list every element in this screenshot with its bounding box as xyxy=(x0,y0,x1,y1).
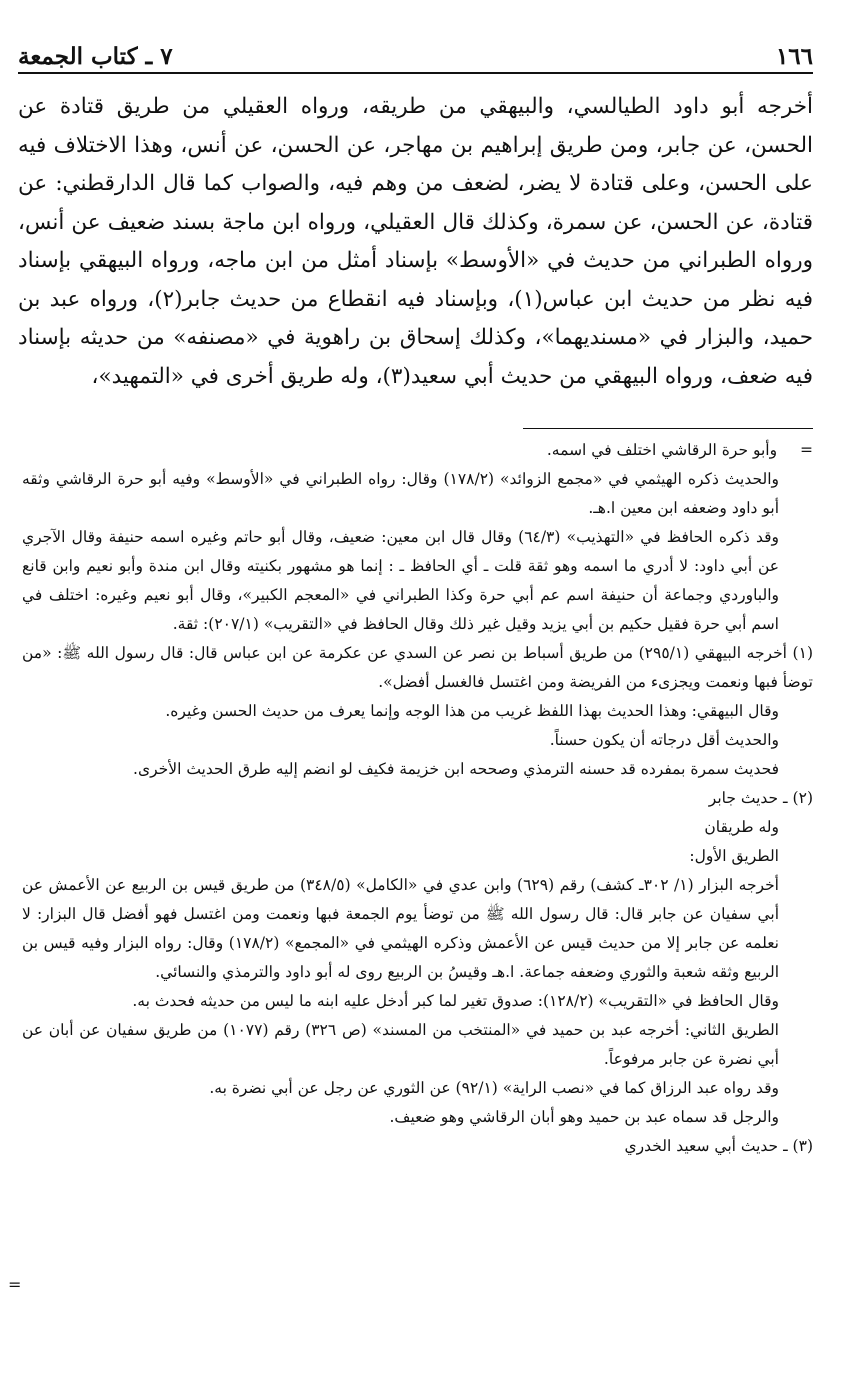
footnote-2 xyxy=(22,784,813,813)
footnote-line: وقد ذكره الحافظ في «التهذيب» (٦٤/٣) وقال قال ابن معين: ضعيف، وقال أبو حاتم وغيره اسمه حنيفة وقال الآجري عن أبي داود: لا أدري ما اسمه وهو ثقة قلت ـ أي الحافظ ـ : إنما هو مشهور بكنيته وقال ابن مندة وأبو نعيم وابن قانع والباوردي وجماعة أن حنيفة اسم عم أبي حرة وكذا الطبراني في «المعجم الكبير»، وقال أبو نعيم وغيره: اختلف في اسم أبي حرة فقيل حكيم بن أبي يزيد وقيل غير ذلك وقال الحافظ في «التقريب» (٢٠٧/١): ثقة. xyxy=(22,528,779,633)
footnote-line: وله طريقان xyxy=(704,818,779,836)
chapter-title: ٧ ـ كتاب الجمعة xyxy=(18,43,173,70)
footnote-line: والحديث ذكره الهيثمي في «مجمع الزوائد» (١٧٨/٢) وقال: رواه الطبراني في «الأوسط» وفيه أبو حرة الرقاشي وثقه أبو داود وضعفه ابن معين ا.هـ. xyxy=(22,470,779,517)
footnote-separator xyxy=(523,428,813,429)
footnote-line: وقد رواه عبد الرزاق كما في «نصب الراية» (٩٢/١) عن الثوري عن رجل عن أبي نضرة به. xyxy=(209,1079,779,1097)
main-text xyxy=(18,88,813,396)
footnote-line: الطريق الأول: xyxy=(689,847,779,865)
footnote-2-marker: (٢) xyxy=(792,789,813,807)
footnote-line: فحديث سمرة بمفرده قد حسنه الترمذي وصححه ابن خزيمة فكيف لو انضم إليه طرق الحديث الأخرى. xyxy=(133,760,779,778)
footnote-line: والحديث أقل درجاته أن يكون حسناً. xyxy=(549,731,779,749)
footnote-3 xyxy=(22,1132,813,1161)
footnote-line: أخرجه البزار (١/ ٣٠٢ـ كشف) رقم (٦٢٩) وابن عدي في «الكامل» (٣٤٨/٥) من طريق قيس بن الربيع عن الأعمش عن أبي سفيان عن جابر قال: قال رسول الله ﷺ من توضأ يوم الجمعة فبها ونعمت ومن اغتسل فهو أفضل قال البزار: لا نعلمه عن جابر إلا من حديث قيس عن الأعمش وذكره الهيثمي في «المجمع» (١٧٨/٢) وقال: رواه البزار وفيه قيس بن الربيع وثقه شعبة والثوري وضعفه جماعة. ا.هـ وقيسُ بن الربيع روى له أبو داود والترمذي والنسائي. xyxy=(22,876,779,981)
footnote-2-title: ـ حديث جابر xyxy=(708,789,788,807)
page-number: ١٦٦ xyxy=(775,43,813,70)
footnote-3-title: ـ حديث أبي سعيد الخدري xyxy=(624,1137,788,1155)
footnotes xyxy=(22,436,813,1161)
footnote-line: وأبو حرة الرقاشي اختلف في اسمه. xyxy=(546,441,778,459)
continuation-marker: = xyxy=(800,441,813,459)
footnote-continuation-first xyxy=(22,436,813,465)
footnote-line: وقال البيهقي: وهذا الحديث بهذا اللفظ غريب من هذا الوجه وإنما يعرف من حديث الحسن وغيره. xyxy=(165,702,779,720)
footnote-3-marker: (٣) xyxy=(792,1137,813,1155)
footnote-line: أخرجه البيهقي (٢٩٥/١) من طريق أسباط بن نصر عن السدي عن عكرمة عن ابن عباس قال: قال رسول الله ﷺ: «من توضأ فبها ونعمت ويجزىء من الفريضة ومن اغتسل فالغسل أفضل». xyxy=(22,644,813,691)
footnote-line: والرجل قد سماه عبد بن حميد وهو أبان الرقاشي وهو ضعيف. xyxy=(389,1108,779,1126)
footnote-line: الطريق الثاني: أخرجه عبد بن حميد في «المنتخب من المسند» (ص ٣٢٦) رقم (١٠٧٧) من طريق سفيان عن أبان عن أبي نضرة عن جابر مرفوعاً. xyxy=(22,1021,779,1068)
main-paragraph: أخرجه أبو داود الطيالسي، والبيهقي من طريقه، ورواه العقيلي من طريق قتادة عن الحسن، عن جابر، ومن طريق إبراهيم بن مهاجر، عن الحسن، عن أنس، وهذا الاختلاف فيه على الحسن، وعلى قتادة لا يضر، لضعف من وهم فيه، والصواب كما قال الدارقطني: عن قتادة، عن الحسن، عن سمرة، وكذلك قال العقيلي، ورواه ابن ماجة بسند ضعيف عن أنس، ورواه الطبراني من حديث في «الأوسط» بإسناد أمثل من ابن ماجه، ورواه البيهقي بإسناد فيه نظر من حديث ابن عباس(١)، وبإسناد فيه انقطاع من حديث جابر(٢)، ورواه عبد بن حميد، والبزار في «مسنديهما»، وكذلك إسحاق بن راهوية في «مصنفه» من حديثه بإسناد فيه ضعف، ورواه البيهقي من حديث أبي سعيد(٣)، وله طريق أخرى في «التمهيد»، xyxy=(18,94,813,389)
footnote-line: وقال الحافظ في «التقريب» (١٢٨/٢): صدوق تغير لما كبر أدخل عليه ابنه ما ليس من حديثه فحدث به. xyxy=(132,992,779,1010)
continuation-next-marker: = xyxy=(8,1275,22,1294)
page-header xyxy=(18,38,813,74)
footnote-1-marker: (١) xyxy=(792,644,813,662)
footnote-1 xyxy=(22,639,813,697)
